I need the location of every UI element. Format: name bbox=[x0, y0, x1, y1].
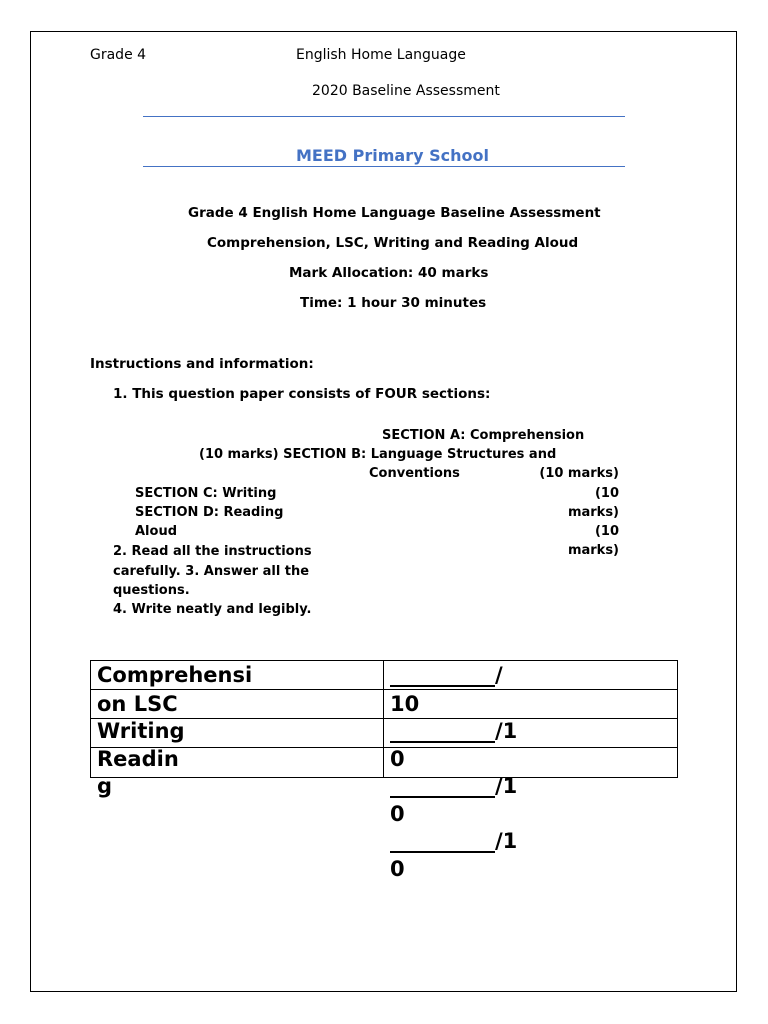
title-line-1: Grade 4 English Home Language Baseline Assessment bbox=[188, 205, 601, 221]
score-label-reading-cont: g bbox=[97, 774, 113, 798]
score-value: 0 bbox=[390, 857, 405, 881]
section-d-label: SECTION D: Reading bbox=[135, 505, 284, 520]
score-value: 10 bbox=[390, 692, 420, 716]
section-b-marks: (10 marks) bbox=[539, 466, 619, 481]
header-grade: Grade 4 bbox=[90, 47, 147, 63]
score-label-comprehension-cont: on LSC bbox=[97, 692, 178, 716]
score-table-divider bbox=[383, 660, 384, 778]
header-rule-top bbox=[143, 116, 625, 117]
score-value: __________/ bbox=[390, 663, 503, 687]
title-line-4: Time: 1 hour 30 minutes bbox=[300, 295, 487, 311]
instruction-item-2: 2. Read all the instructions bbox=[113, 544, 312, 559]
section-c-marks-1: (10 bbox=[594, 486, 619, 501]
section-b-tail: Conventions bbox=[369, 466, 460, 481]
instruction-item-2-cont: carefully. 3. Answer all the bbox=[113, 564, 310, 579]
section-c-marks-2: marks) bbox=[567, 505, 619, 520]
section-a-label: SECTION A: Comprehension bbox=[382, 428, 585, 443]
score-value: 0 bbox=[390, 747, 405, 771]
score-label-writing: Writing bbox=[97, 719, 185, 743]
score-table-rule bbox=[90, 689, 678, 690]
section-d-marks-2: marks) bbox=[567, 543, 619, 558]
instructions-heading: Instructions and information: bbox=[90, 356, 314, 372]
header-assessment: 2020 Baseline Assessment bbox=[312, 83, 500, 99]
score-value: __________/1 bbox=[390, 719, 518, 743]
school-name: MEED Primary School bbox=[296, 146, 489, 165]
score-value: __________/1 bbox=[390, 829, 518, 853]
section-c-label: SECTION C: Writing bbox=[135, 486, 277, 501]
instruction-item-1: 1. This question paper consists of FOUR sections: bbox=[113, 386, 491, 402]
score-value: __________/1 bbox=[390, 774, 518, 798]
instruction-item-3-cont: questions. bbox=[113, 583, 190, 598]
section-d-marks-1: (10 bbox=[594, 524, 619, 539]
score-label-comprehension: Comprehensi bbox=[97, 663, 253, 687]
score-value: 0 bbox=[390, 802, 405, 826]
section-d-label-cont: Aloud bbox=[135, 524, 178, 539]
section-b-label: (10 marks) SECTION B: Language Structures and bbox=[199, 447, 557, 462]
header-subject: English Home Language bbox=[296, 47, 466, 63]
header-rule-bottom bbox=[143, 166, 625, 167]
score-label-reading: Readin bbox=[97, 747, 179, 771]
title-line-3: Mark Allocation: 40 marks bbox=[289, 265, 489, 281]
title-line-2: Comprehension, LSC, Writing and Reading Aloud bbox=[207, 235, 579, 251]
instruction-item-4: 4. Write neatly and legibly. bbox=[113, 602, 312, 617]
